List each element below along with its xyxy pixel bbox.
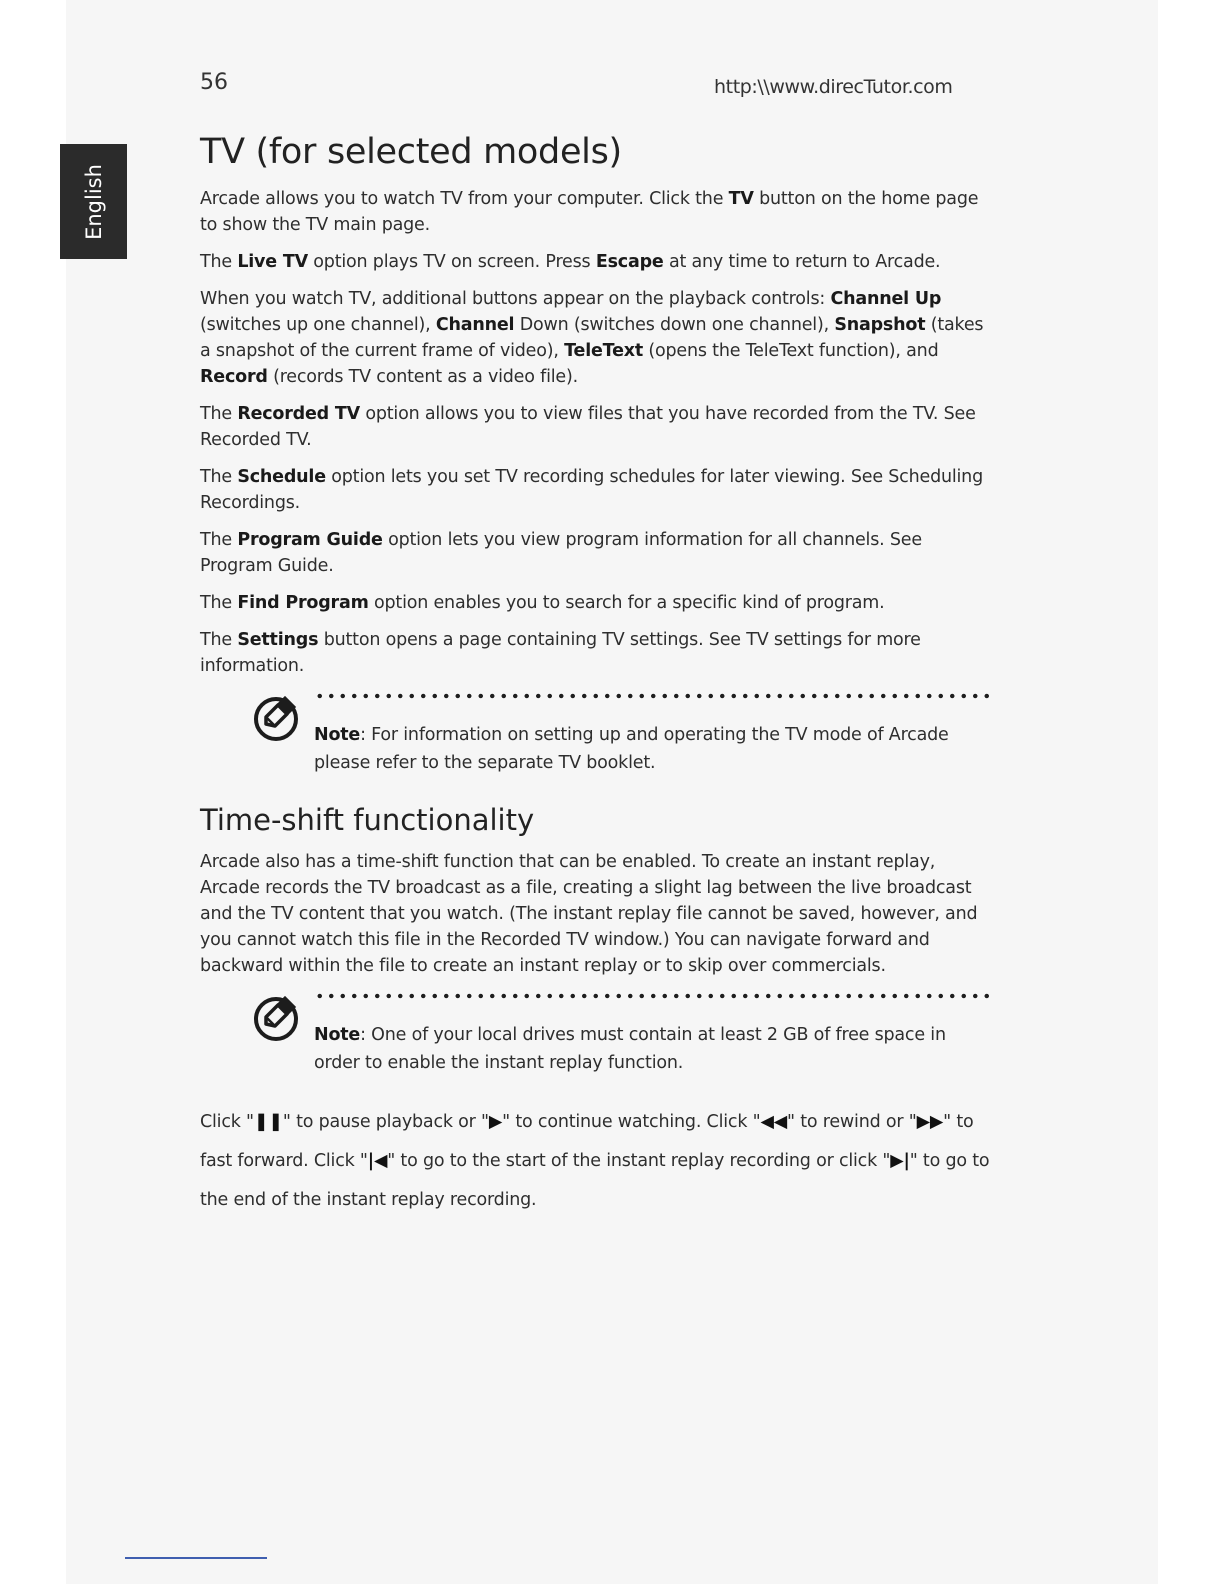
playback-controls-description bbox=[200, 1103, 990, 1220]
paragraph: The Find Program option enables you to search for a specific kind of program. bbox=[200, 593, 885, 613]
note-text: Note: For information on setting up and operating the TV mode of Arcade please refer to the separate TV booklet. bbox=[314, 725, 949, 773]
note-box bbox=[256, 993, 990, 1077]
language-tab-label: English bbox=[81, 163, 106, 240]
page-content bbox=[200, 132, 990, 1220]
paragraph: The Program Guide option lets you view program information for all channels. See Program Guide. bbox=[200, 530, 922, 576]
note-dotted-rule bbox=[314, 993, 990, 999]
paragraph: Arcade also has a time-shift function that can be enabled. To create an instant replay, Arcade records the TV broadcast as a file, creating a slight lag between the live broadcast and the TV content that you watch. (The instant replay file cannot be saved, however, and you cannot watch this file in the Recorded TV window.) You can navigate forward and backward within the file to create an instant replay or to skip over commercials. bbox=[200, 852, 978, 976]
play-icon: ▶ bbox=[488, 1112, 503, 1132]
note-pen-icon bbox=[252, 993, 302, 1043]
note-box bbox=[256, 693, 990, 777]
section-title-timeshift: Time-shift functionality bbox=[200, 803, 535, 837]
paragraph: When you watch TV, additional buttons appear on the playback controls: Channel Up (switches up one channel), Channel Down (switches down one channel), Snapshot (takes a snapshot of the current frame of video), TeleText (opens the TeleText function), and Record (records TV content as a video file). bbox=[200, 289, 984, 387]
language-tab bbox=[60, 144, 127, 259]
paragraph: The Live TV option plays TV on screen. Press Escape at any time to return to Arcade. bbox=[200, 252, 941, 272]
header-url: http:\\www.direcTutor.com bbox=[714, 76, 953, 98]
page-number: 56 bbox=[200, 70, 228, 95]
paragraph: Arcade allows you to watch TV from your computer. Click the TV button on the home page to show the TV main page. bbox=[200, 189, 979, 235]
paragraph: Click "❚❚" to pause playback or "▶" to continue watching. Click "◀◀" to rewind or "▶▶" to fast forward. Click "|◀" to go to the start of the instant replay recording or click "▶|" to go to the end of the instant replay recording. bbox=[200, 1112, 990, 1210]
note-text: Note: One of your local drives must contain at least 2 GB of free space in order to enable the instant replay function. bbox=[314, 1025, 946, 1073]
skip-to-start-icon: |◀ bbox=[367, 1151, 388, 1171]
paragraph: The Schedule option lets you set TV recording schedules for later viewing. See Scheduling Recordings. bbox=[200, 467, 983, 513]
note-dotted-rule bbox=[314, 693, 990, 699]
footer-rule bbox=[125, 1557, 267, 1559]
section-title-tv: TV (for selected models) bbox=[200, 132, 622, 172]
fast-forward-icon: ▶▶ bbox=[916, 1112, 944, 1132]
pause-icon: ❚❚ bbox=[253, 1112, 283, 1132]
skip-to-end-icon: ▶| bbox=[890, 1151, 910, 1171]
note-pen-icon bbox=[252, 693, 302, 743]
rewind-icon: ◀◀ bbox=[760, 1112, 787, 1132]
paragraph: The Settings button opens a page containing TV settings. See TV settings for more information. bbox=[200, 630, 921, 676]
paragraph: The Recorded TV option allows you to view files that you have recorded from the TV. See Recorded TV. bbox=[200, 404, 976, 450]
